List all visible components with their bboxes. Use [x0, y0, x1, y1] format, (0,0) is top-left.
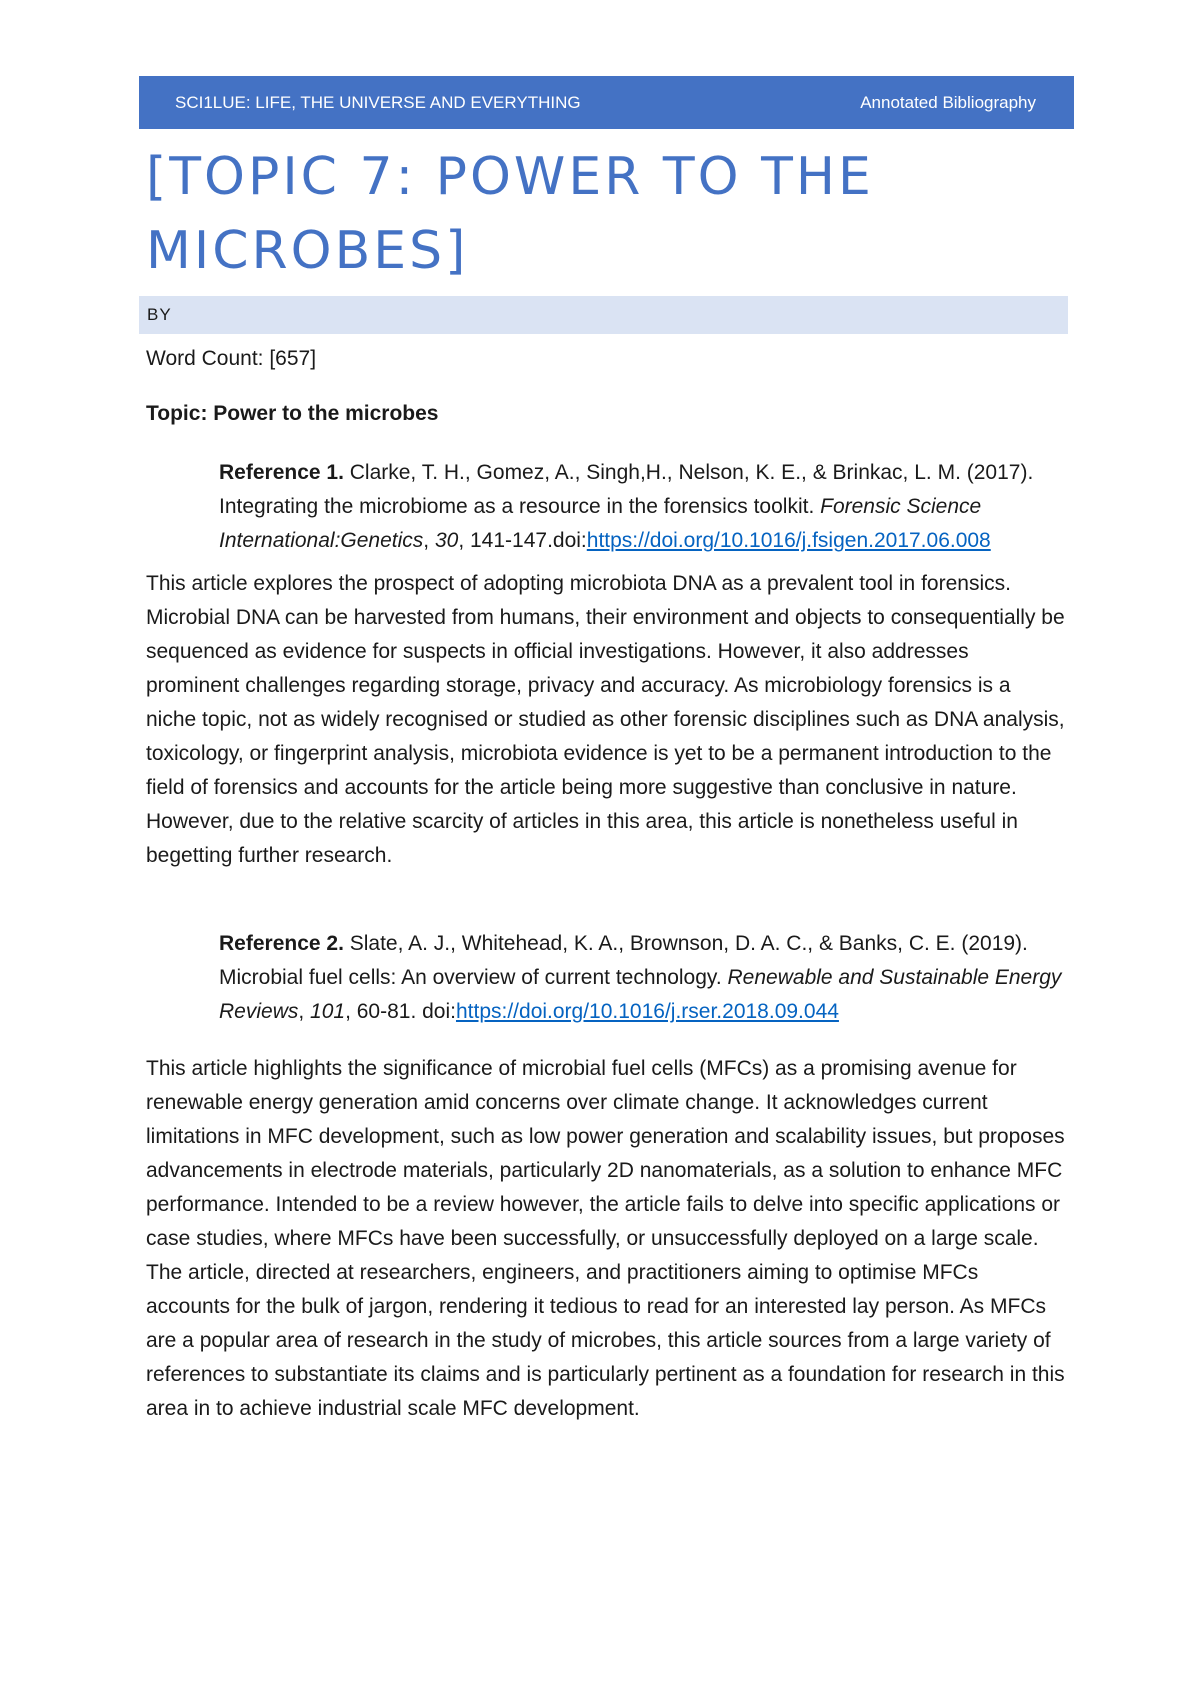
reference-pages: , 60-81. doi: [345, 1000, 456, 1023]
topic-heading: Topic: Power to the microbes [146, 402, 439, 425]
reference-journal: Renewable and Sustainable Energy Reviews [219, 966, 1062, 1023]
document-type: Annotated Bibliography [860, 92, 1036, 112]
reference-separator: , [423, 529, 435, 552]
reference-volume: 30 [434, 529, 459, 552]
annotation-1: This article explores the prospect of adopting microbiota DNA as a prevalent tool in forensics. Microbial DNA can be harvested from humans, their environment and objects to consequentially be sequenced as evidence for suspects in official investigations. However, it also addresses prominent challenges regarding storage, privacy and accuracy. As microbiology forensics is a niche topic, not as widely recognised or studied as other forensic disciplines such as DNA analysis, toxicology, or fingerprint analysis, microbiota evidence is yet to be a permanent introduction to the field of forensics and accounts for the article being more suggestive than conclusive in nature. However, due to the relative scarcity of articles in this area, this article is nonetheless useful in begetting further research. [146, 572, 1065, 867]
page-title: [TOPIC 7: POWER TO THE MICROBES] [146, 147, 874, 281]
reference-label: Reference 2. [219, 932, 344, 955]
reference-authors-title: Clarke, T. H., Gomez, A., Singh,H., Nelson, K. E., & Brinkac, L. M. (2017). Integrating the microbiome as a resource in the forensics toolkit. [219, 461, 1034, 518]
by-label: BY [147, 305, 172, 324]
course-title: SCI1LUE: LIFE, THE UNIVERSE AND EVERYTHING [175, 92, 581, 112]
reference-doi-link[interactable]: https://doi.org/10.1016/j.fsigen.2017.06.008 [586, 529, 991, 552]
author-bar [139, 296, 1068, 334]
reference-label: Reference 1. [219, 461, 344, 484]
reference-doi-link[interactable]: https://doi.org/10.1016/j.rser.2018.09.044 [455, 1000, 839, 1023]
reference-2 [219, 927, 1079, 1029]
reference-pages: , 141-147.doi: [458, 529, 587, 552]
reference-separator: , [298, 1000, 311, 1023]
reference-authors-title: Slate, A. J., Whitehead, K. A., Brownson, D. A. C., & Banks, C. E. (2019). Microbial fuel cells: An overview of current technology. [219, 932, 1028, 989]
reference-1 [219, 456, 1079, 558]
document-header-bar [139, 76, 1074, 129]
reference-journal: Forensic Science International:Genetics [219, 495, 982, 552]
annotation-2: This article highlights the significance of microbial fuel cells (MFCs) as a promising avenue for renewable energy generation amid concerns over climate change. It acknowledges current limitations in MFC development, such as low power generation and scalability issues, but proposes advancements in electrode materials, particularly 2D nanomaterials, as a solution to enhance MFC performance. Intended to be a review however, the article fails to delve into specific applications or case studies, where MFCs have been successfully, or unsuccessfully deployed on a large scale. The article, directed at researchers, engineers, and practitioners aiming to optimise MFCs accounts for the bulk of jargon, rendering it tedious to read for an interested lay person. As MFCs are a popular area of research in the study of microbes, this article sources from a large variety of references to substantiate its claims and is particularly pertinent as a foundation for research in this area in to achieve industrial scale MFC development. [146, 1057, 1065, 1420]
reference-volume: 101 [310, 1000, 346, 1023]
word-count: Word Count: [657] [146, 347, 317, 370]
